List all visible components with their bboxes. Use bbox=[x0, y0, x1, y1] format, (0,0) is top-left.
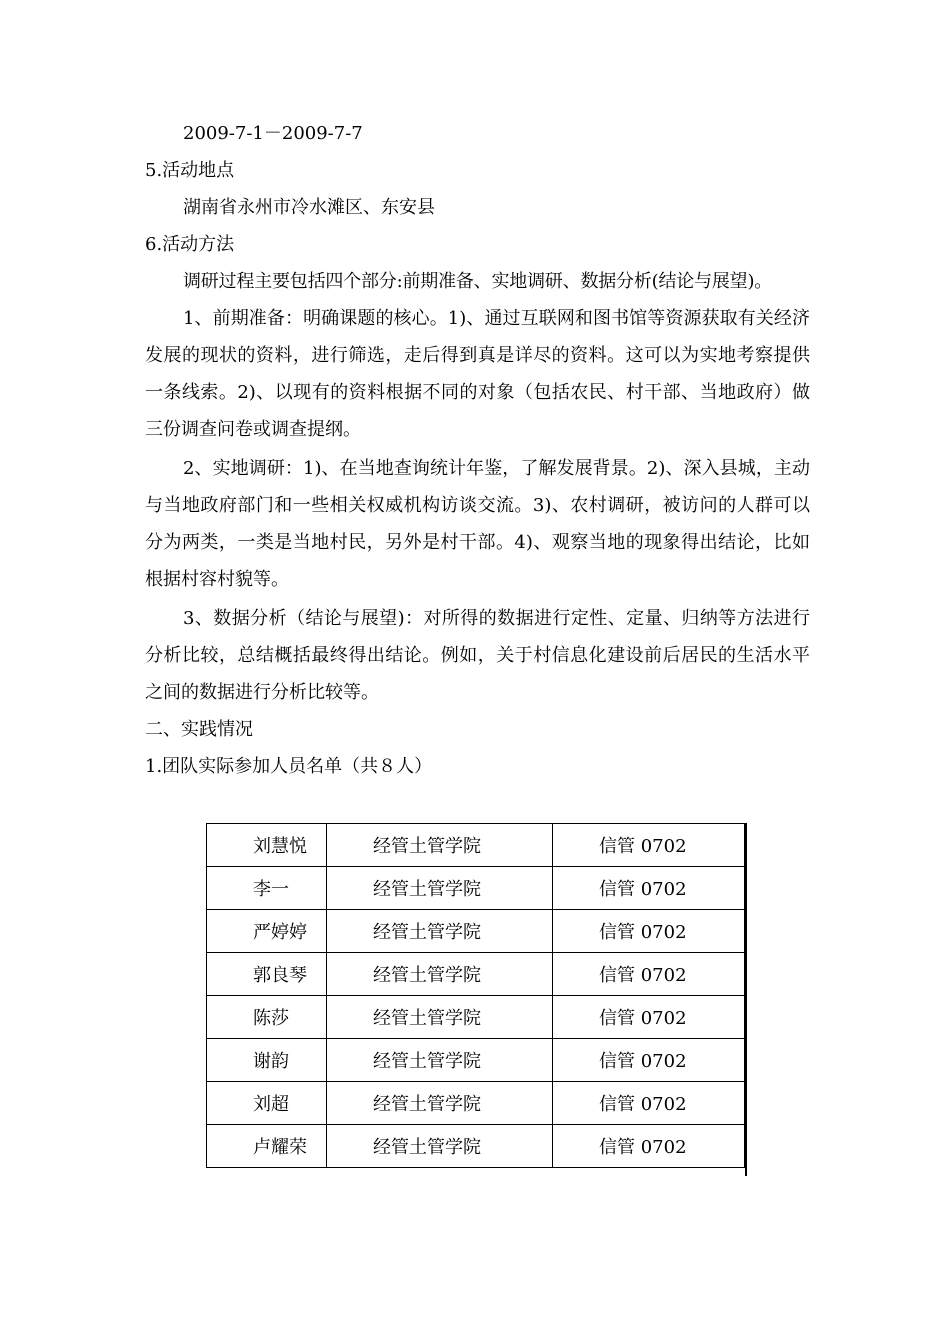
table-row bbox=[207, 867, 745, 910]
member-name-cell: 刘慧悦 bbox=[207, 824, 327, 867]
member-class-cell: 信管 0702 bbox=[553, 824, 745, 867]
member-name-cell: 严婷婷 bbox=[207, 910, 327, 953]
table-row bbox=[207, 1082, 745, 1125]
member-school-cell: 经管土管学院 bbox=[327, 1082, 553, 1125]
table-row bbox=[207, 953, 745, 996]
member-class-cell: 信管 0702 bbox=[553, 1125, 745, 1168]
member-name-cell: 李一 bbox=[207, 867, 327, 910]
table-right-border bbox=[745, 823, 747, 1176]
member-school-cell: 经管土管学院 bbox=[327, 996, 553, 1039]
member-name-cell: 郭良琴 bbox=[207, 953, 327, 996]
member-school-cell: 经管土管学院 bbox=[327, 1039, 553, 1082]
part2-heading: 二、实践情况 bbox=[145, 719, 253, 740]
section6-heading: 6.活动方法 bbox=[145, 234, 235, 255]
table-row bbox=[207, 1039, 745, 1082]
table-row bbox=[207, 910, 745, 953]
member-roster-table bbox=[206, 823, 745, 1168]
member-school-cell: 经管土管学院 bbox=[327, 953, 553, 996]
member-class-cell: 信管 0702 bbox=[553, 910, 745, 953]
section6-intro: 调研过程主要包括四个部分:前期准备、实地调研、数据分析(结论与展望)。 bbox=[183, 271, 773, 292]
member-class-cell: 信管 0702 bbox=[553, 867, 745, 910]
member-name-cell: 谢韵 bbox=[207, 1039, 327, 1082]
member-name-cell: 陈莎 bbox=[207, 996, 327, 1039]
method-step3-paragraph: 3、数据分析（结论与展望)：对所得的数据进行定性、定量、归纳等方法进行分析比较，总结概括最终得出结论。例如，关于村信息化建设前后居民的生活水平之间的数据进行分析比较等。 bbox=[145, 608, 810, 703]
member-name-cell: 刘超 bbox=[207, 1082, 327, 1125]
member-class-cell: 信管 0702 bbox=[553, 1039, 745, 1082]
table-row bbox=[207, 1125, 745, 1168]
member-school-cell: 经管土管学院 bbox=[327, 1125, 553, 1168]
roster-title: 1.团队实际参加人员名单（共８人） bbox=[145, 756, 433, 777]
activity-time: 2009-7-1－2009-7-7 bbox=[183, 123, 363, 144]
method-step1-paragraph: 1、前期准备：明确课题的核心。1)、通过互联网和图书馆等资源获取有关经济发展的现状的资料，进行筛选，走后得到真是详尽的资料。这可以为实地考察提供一条线索。2)、以现有的资料根据不同的对象（包括农民、村干部、当地政府）做三份调查问卷或调查提纲。 bbox=[145, 308, 810, 440]
member-school-cell: 经管土管学院 bbox=[327, 910, 553, 953]
section5-heading: 5.活动地点 bbox=[145, 160, 235, 181]
table-row bbox=[207, 996, 745, 1039]
member-name-cell: 卢耀荣 bbox=[207, 1125, 327, 1168]
member-class-cell: 信管 0702 bbox=[553, 953, 745, 996]
section5-content: 湖南省永州市冷水滩区、东安县 bbox=[183, 197, 435, 218]
roster-table-body bbox=[207, 824, 745, 1168]
table-row bbox=[207, 824, 745, 867]
method-step2-paragraph: 2、实地调研：1)、在当地查询统计年鉴，了解发展背景。2)、深入县城，主动与当地政府部门和一些相关权威机构访谈交流。3)、农村调研，被访问的人群可以分为两类，一类是当地村民，另外是村干部。4)、观察当地的现象得出结论，比如根据村容村貌等。 bbox=[145, 458, 810, 590]
member-class-cell: 信管 0702 bbox=[553, 1082, 745, 1125]
member-school-cell: 经管土管学院 bbox=[327, 824, 553, 867]
member-class-cell: 信管 0702 bbox=[553, 996, 745, 1039]
member-school-cell: 经管土管学院 bbox=[327, 867, 553, 910]
